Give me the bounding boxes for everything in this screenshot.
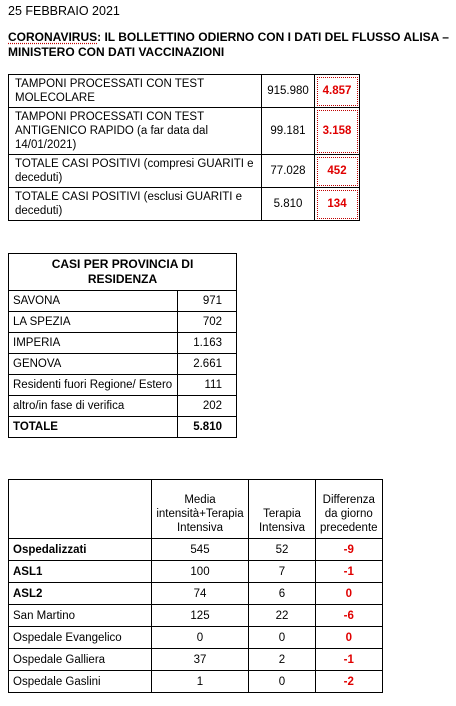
summary-label: TAMPONI PROCESSATI CON TEST ANTIGENICO RAPIDO (a far data dal 14/01/2021)	[9, 108, 262, 155]
hospital-row	[9, 627, 383, 649]
hospital-diff-value: 0	[316, 583, 383, 605]
hospital-header-cell: Terapia Intensiva	[249, 480, 316, 539]
summary-value: 915.980	[262, 75, 315, 108]
hospital-row	[9, 539, 383, 561]
summary-delta: 134	[315, 188, 360, 221]
hospital-ti-value: 6	[249, 583, 316, 605]
summary-row	[9, 75, 360, 108]
summary-label: TOTALE CASI POSITIVI (esclusi GUARITI e deceduti)	[9, 188, 262, 221]
province-label: SAVONA	[9, 291, 178, 312]
hospital-media-value: 0	[152, 627, 249, 649]
summary-table	[8, 74, 360, 221]
hospital-header-cell: Media intensità+Terapia Intensiva	[152, 480, 249, 539]
hospital-header-cell	[9, 480, 152, 539]
hospital-media-value: 74	[152, 583, 249, 605]
hospital-row	[9, 583, 383, 605]
hospital-media-value: 37	[152, 649, 249, 671]
hospital-media-value: 1	[152, 671, 249, 693]
hospital-row	[9, 605, 383, 627]
hospital-ti-value: 22	[249, 605, 316, 627]
hospital-table	[8, 479, 383, 693]
summary-label: TAMPONI PROCESSATI CON TEST MOLECOLARE	[9, 75, 262, 108]
hospital-ti-value: 2	[249, 649, 316, 671]
province-value: 702	[178, 312, 237, 333]
hospital-ti-value: 0	[249, 671, 316, 693]
summary-label: TOTALE CASI POSITIVI (compresi GUARITI e deceduti)	[9, 155, 262, 188]
hospital-label: Ospedalizzati	[9, 539, 152, 561]
hospital-media-value: 545	[152, 539, 249, 561]
summary-delta: 4.857	[315, 75, 360, 108]
hospital-diff-value: -1	[316, 649, 383, 671]
province-value: 202	[178, 396, 237, 417]
province-total-value: 5.810	[178, 417, 237, 438]
province-total-label: TOTALE	[9, 417, 178, 438]
province-label: LA SPEZIA	[9, 312, 178, 333]
province-row	[9, 354, 237, 375]
province-label: GENOVA	[9, 354, 178, 375]
hospital-label: ASL2	[9, 583, 152, 605]
province-value: 111	[178, 375, 237, 396]
headline-text: : IL BOLLETTINO ODIERNO CON I DATI DEL FLUSSO ALISA – MINISTERO CON DATI VACCINAZIONI	[8, 30, 449, 59]
province-row	[9, 312, 237, 333]
summary-row	[9, 155, 360, 188]
province-table	[8, 253, 237, 438]
hospital-media-value: 125	[152, 605, 249, 627]
province-label: IMPERIA	[9, 333, 178, 354]
province-row	[9, 291, 237, 312]
province-value: 2.661	[178, 354, 237, 375]
headline	[8, 30, 452, 60]
summary-delta: 452	[315, 155, 360, 188]
hospital-header-row	[9, 480, 383, 539]
hospital-diff-value: -2	[316, 671, 383, 693]
hospital-ti-value: 52	[249, 539, 316, 561]
province-header-row	[9, 254, 237, 291]
hospital-media-value: 100	[152, 561, 249, 583]
summary-row	[9, 188, 360, 221]
hospital-ti-value: 0	[249, 627, 316, 649]
province-row	[9, 396, 237, 417]
hospital-diff-value: -6	[316, 605, 383, 627]
headline-keyword: CORONAVIRUS	[8, 30, 98, 44]
hospital-diff-value: -9	[316, 539, 383, 561]
hospital-row	[9, 649, 383, 671]
bulletin-date: 25 FEBBRAIO 2021	[8, 4, 120, 18]
summary-row	[9, 108, 360, 155]
hospital-label: Ospedale Evangelico	[9, 627, 152, 649]
province-total-row	[9, 417, 237, 438]
hospital-row	[9, 671, 383, 693]
hospital-ti-value: 7	[249, 561, 316, 583]
hospital-label: San Martino	[9, 605, 152, 627]
province-row	[9, 375, 237, 396]
hospital-label: ASL1	[9, 561, 152, 583]
hospital-header-cell: Differenza da giorno precedente	[316, 480, 383, 539]
province-row	[9, 333, 237, 354]
hospital-label: Ospedale Gaslini	[9, 671, 152, 693]
summary-value: 99.181	[262, 108, 315, 155]
province-title: CASI PER PROVINCIA DI RESIDENZA	[9, 254, 237, 291]
summary-delta: 3.158	[315, 108, 360, 155]
province-label: altro/in fase di verifica	[9, 396, 178, 417]
province-value: 971	[178, 291, 237, 312]
province-value: 1.163	[178, 333, 237, 354]
hospital-row	[9, 561, 383, 583]
province-label: Residenti fuori Regione/ Estero	[9, 375, 178, 396]
hospital-diff-value: 0	[316, 627, 383, 649]
summary-value: 5.810	[262, 188, 315, 221]
hospital-diff-value: -1	[316, 561, 383, 583]
hospital-label: Ospedale Galliera	[9, 649, 152, 671]
summary-value: 77.028	[262, 155, 315, 188]
